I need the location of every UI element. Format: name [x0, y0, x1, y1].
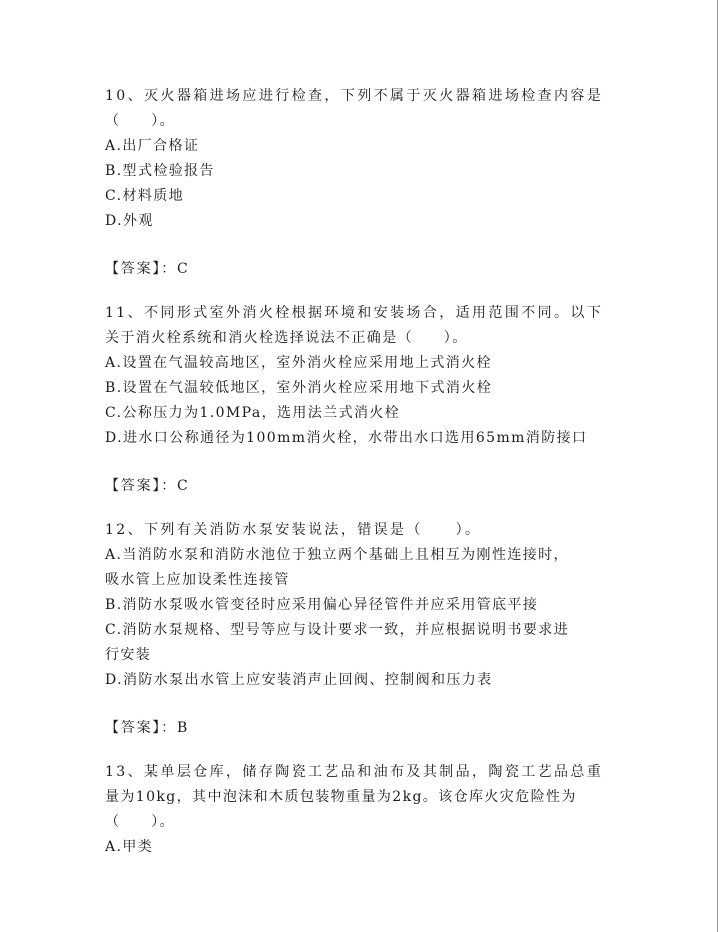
- question-title: （ ）。: [105, 814, 175, 830]
- option-b: B.型式检验报告: [105, 163, 215, 179]
- option-d: D.消防水泵出水管上应安装消声止回阀、控制阀和压力表: [105, 672, 493, 688]
- question-11: [105, 301, 617, 499]
- question-title: 11、不同形式室外消火栓根据环境和安装场合，适用范围不同。以下: [105, 305, 604, 321]
- question-title: 10、灭火器箱进场应进行检查，下列不属于灭火器箱进场检查内容是: [105, 88, 604, 104]
- question-title: 量为10kg，其中泡沫和木质包装物重量为2kg。该仓库火灾危险性为: [105, 789, 577, 805]
- option-d: D.进水口公称通径为100mm消火栓，水带出水口选用65mm消防接口: [105, 430, 588, 446]
- question-10: [105, 84, 617, 282]
- option-b: B.设置在气温较低地区，室外消火栓应采用地下式消火栓: [105, 380, 493, 396]
- answer-label: 【答案】：C: [105, 261, 190, 277]
- option-d: D.外观: [105, 213, 154, 229]
- option-a-continued: 吸水管上应加设柔性连接管: [105, 572, 290, 588]
- option-c: C.公称压力为1.0MPa，选用法兰式消火栓: [105, 405, 401, 421]
- question-title: 13、某单层仓库，储存陶瓷工艺品和油布及其制品，陶瓷工艺品总重: [105, 764, 604, 780]
- option-b: B.消防水泵吸水管变径时应采用偏心异径管件并应采用管底平接: [105, 597, 539, 613]
- option-a: A.甲类: [105, 839, 154, 855]
- answer-label: 【答案】：B: [105, 720, 190, 736]
- option-a: A.设置在气温较高地区，室外消火栓应采用地上式消火栓: [105, 355, 492, 371]
- question-title: 关于消火栓系统和消火栓选择说法不正确是（ ）。: [105, 330, 468, 346]
- question-13: [105, 760, 617, 860]
- page-border: [717, 0, 718, 932]
- option-c: C.消防水泵规格、型号等应与设计要求一致，并应根据说明书要求进: [105, 622, 570, 638]
- option-a: A.出厂合格证: [105, 138, 200, 154]
- option-c-continued: 行安装: [105, 647, 152, 663]
- document-body: [105, 84, 617, 860]
- question-12: [105, 518, 617, 741]
- answer-label: 【答案】：C: [105, 478, 190, 494]
- question-title: 12、下列有关消防水泵安装说法，错误是（ ）。: [105, 522, 482, 538]
- option-c: C.材料质地: [105, 188, 185, 204]
- option-a: A.当消防水泵和消防水池位于独立两个基础上且相互为刚性连接时，: [105, 547, 569, 563]
- question-title: （ ）。: [105, 113, 175, 129]
